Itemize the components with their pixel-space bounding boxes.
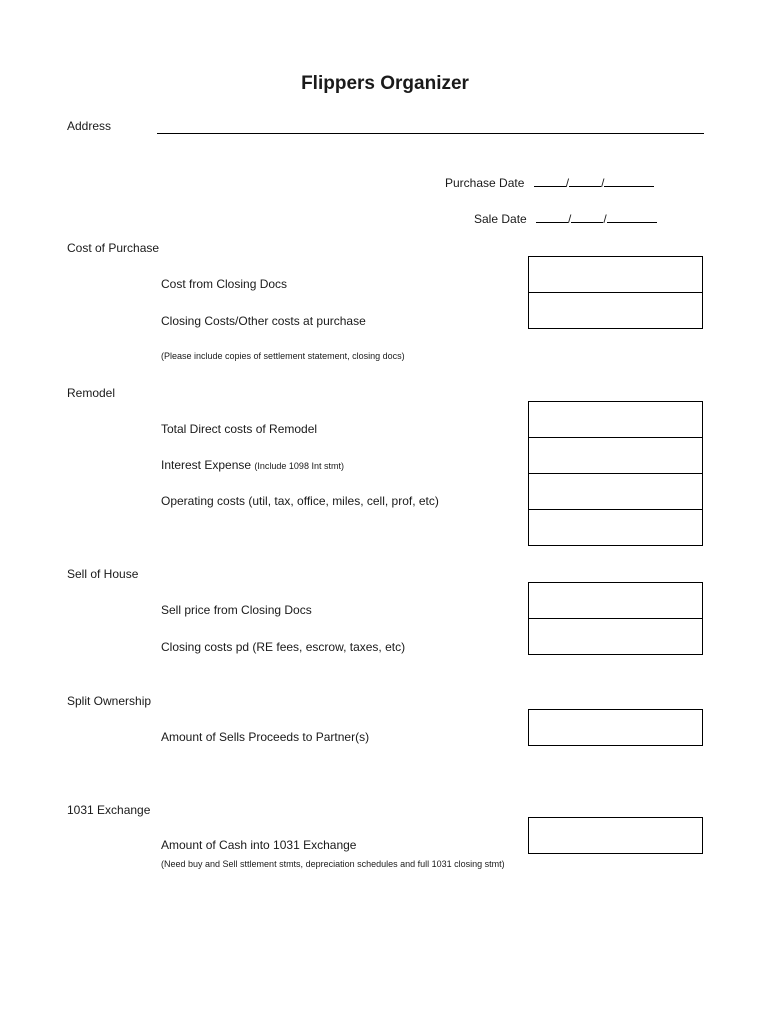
- address-field[interactable]: [157, 133, 704, 134]
- total-direct-costs-field[interactable]: [529, 402, 702, 438]
- interest-expense-row: [161, 458, 344, 472]
- interest-expense-note: (Include 1098 Int stmt): [254, 461, 344, 471]
- split-ownership-box: [528, 709, 703, 746]
- interest-expense-field[interactable]: [529, 438, 702, 474]
- operating-costs-field[interactable]: [529, 474, 702, 510]
- cost-of-purchase-heading: Cost of Purchase: [67, 241, 160, 255]
- sell-of-house-box: [528, 582, 703, 655]
- page-title: Flippers Organizer: [301, 73, 469, 94]
- closing-costs-pd-field[interactable]: [529, 619, 702, 655]
- purchase-date-label: Purchase Date: [445, 176, 525, 190]
- remodel-box: [528, 401, 703, 546]
- total-direct-costs-label: Total Direct costs of Remodel: [161, 422, 318, 436]
- exchange-1031-heading: 1031 Exchange: [67, 803, 151, 817]
- amount-to-partner-field[interactable]: [529, 710, 702, 746]
- interest-expense-label: Interest Expense: [161, 458, 252, 472]
- amount-of-cash-field[interactable]: [529, 818, 702, 854]
- date-separator: /: [601, 176, 605, 190]
- amount-to-partner-label: Amount of Sells Proceeds to Partner(s): [161, 730, 370, 744]
- closing-costs-other-field[interactable]: [529, 293, 702, 329]
- sale-date-year[interactable]: [607, 210, 657, 223]
- sell-of-house-heading: Sell of House: [67, 567, 139, 581]
- sell-price-field[interactable]: [529, 583, 702, 619]
- closing-costs-other-label: Closing Costs/Other costs at purchase: [161, 314, 366, 328]
- remodel-extra-field[interactable]: [529, 510, 702, 546]
- amount-of-cash-label: Amount of Cash into 1031 Exchange: [161, 838, 357, 852]
- purchase-date-year[interactable]: [604, 174, 654, 187]
- cost-from-closing-docs-label: Cost from Closing Docs: [161, 277, 288, 291]
- sale-date-month[interactable]: [536, 210, 568, 223]
- date-separator: /: [568, 212, 572, 226]
- purchase-date-day[interactable]: [569, 174, 601, 187]
- date-separator: /: [565, 176, 570, 190]
- remodel-heading: Remodel: [67, 386, 116, 400]
- closing-costs-pd-label: Closing costs pd (RE fees, escrow, taxes, etc): [161, 640, 406, 654]
- sale-date-row: [474, 210, 657, 226]
- address-label: Address: [67, 119, 112, 133]
- sale-date-label: Sale Date: [474, 212, 527, 226]
- split-ownership-heading: Split Ownership: [67, 694, 152, 708]
- operating-costs-label: Operating costs (util, tax, office, miles, cell, prof, etc): [161, 494, 439, 508]
- purchase-date-row: [445, 174, 654, 190]
- cost-of-purchase-note: (Please include copies of settlement statement, closing docs): [161, 351, 405, 361]
- sale-date-day[interactable]: [571, 210, 603, 223]
- cost-of-purchase-box: [528, 256, 703, 329]
- sell-price-label: Sell price from Closing Docs: [161, 603, 312, 617]
- date-separator: /: [603, 212, 607, 226]
- cost-from-closing-docs-field[interactable]: [529, 257, 702, 293]
- purchase-date-month[interactable]: [534, 174, 566, 187]
- exchange-1031-box: [528, 817, 703, 854]
- exchange-1031-note: (Need buy and Sell sttlement stmts, depreciation schedules and full 1031 closing stmt): [161, 859, 505, 869]
